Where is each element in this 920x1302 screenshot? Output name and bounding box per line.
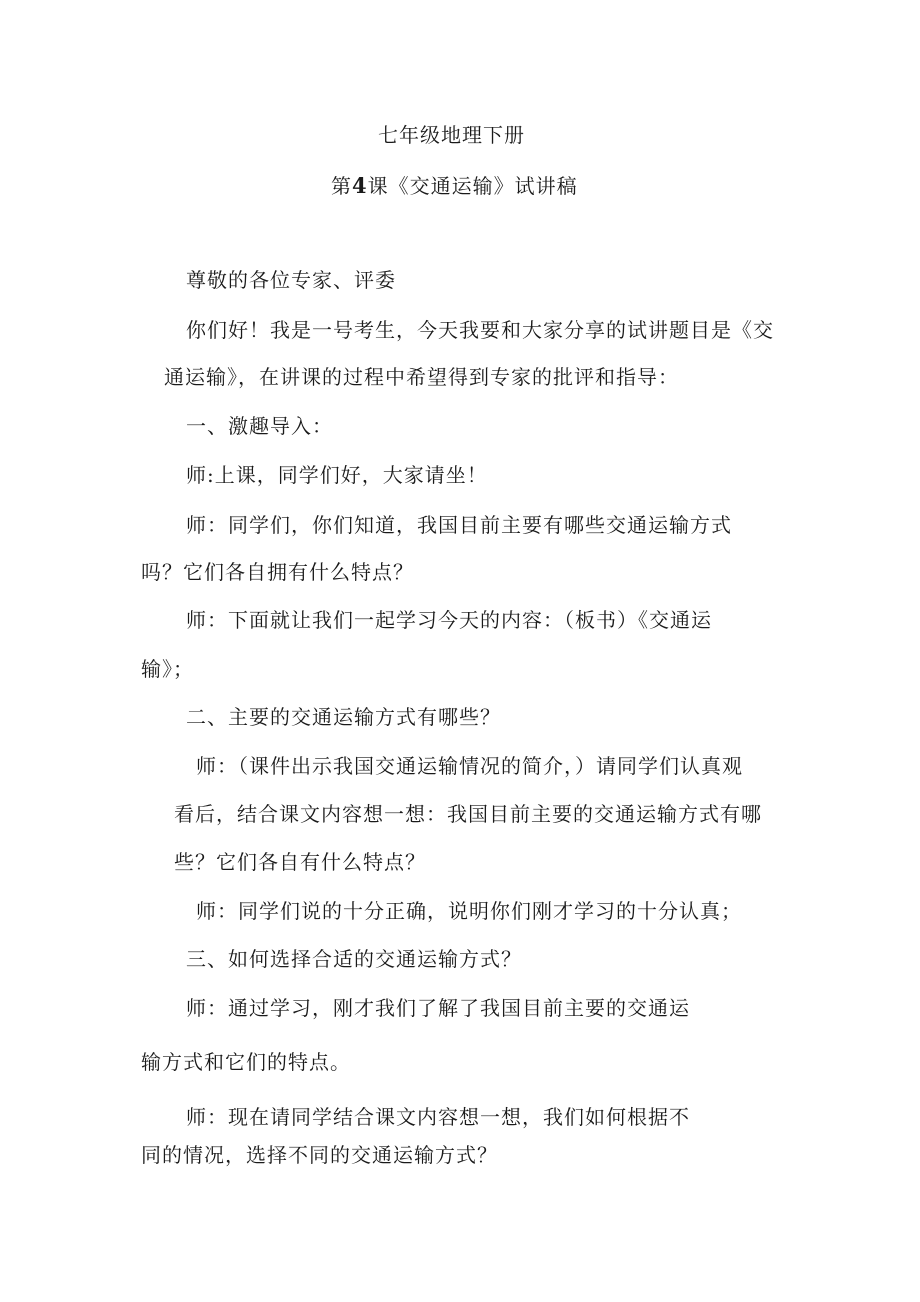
title-lesson xyxy=(331,173,578,199)
s1-paragraph-2-line-1: 师：同学们，你们知道，我国目前主要有哪些交通运输方式 xyxy=(186,513,732,537)
s3-paragraph-1-line-1: 师：通过学习，刚才我们了解了我国目前主要的交通运 xyxy=(186,996,690,1020)
title-lesson-suffix: 课《交通运输》试讲稿 xyxy=(367,174,578,198)
s3-paragraph-2-line-2: 同的情况，选择不同的交通运输方式？ xyxy=(141,1143,498,1167)
section-heading-2: 二、主要的交通运输方式有哪些？ xyxy=(186,705,501,729)
title-grade: 七年级地理下册 xyxy=(378,123,525,147)
s1-paragraph-2-line-2: 吗？它们各自拥有什么特点？ xyxy=(141,560,414,584)
greeting: 尊敬的各位专家、评委 xyxy=(186,268,396,292)
intro-line-2: 通运输》，在讲课的过程中希望得到专家的批评和指导： xyxy=(164,365,679,389)
s1-paragraph-1: 师:上课，同学们好，大家请坐！ xyxy=(186,463,488,487)
s2-paragraph-1-line-2: 看后，结合课文内容想一想：我国目前主要的交通运输方式有哪 xyxy=(174,802,762,826)
section-heading-3: 三、如何选择合适的交通运输方式？ xyxy=(186,947,522,971)
s2-paragraph-2: 师：同学们说的十分正确，说明你们刚才学习的十分认真； xyxy=(196,899,742,923)
s3-paragraph-2-line-1: 师：现在请同学结合课文内容想一想，我们如何根据不 xyxy=(186,1105,690,1129)
title-lesson-number: 4 xyxy=(352,173,368,198)
title-lesson-prefix: 第 xyxy=(331,174,352,198)
section-heading-1: 一、激趣导入： xyxy=(186,414,333,438)
intro-line-1: 你们好！我是一号考生，今天我要和大家分享的试讲题目是《交 xyxy=(186,318,774,342)
s1-paragraph-3-line-2: 输》； xyxy=(141,657,194,681)
s3-paragraph-1-line-2: 输方式和它们的特点。 xyxy=(141,1050,351,1074)
s2-paragraph-1-line-1: 师：（课件出示我国交通运输情况的简介，）请同学们认真观 xyxy=(196,754,743,778)
s1-paragraph-3-line-1: 师：下面就让我们一起学习今天的内容：（板书）《交通运 xyxy=(186,608,712,632)
s2-paragraph-1-line-3: 些？它们各自有什么特点？ xyxy=(174,850,426,874)
